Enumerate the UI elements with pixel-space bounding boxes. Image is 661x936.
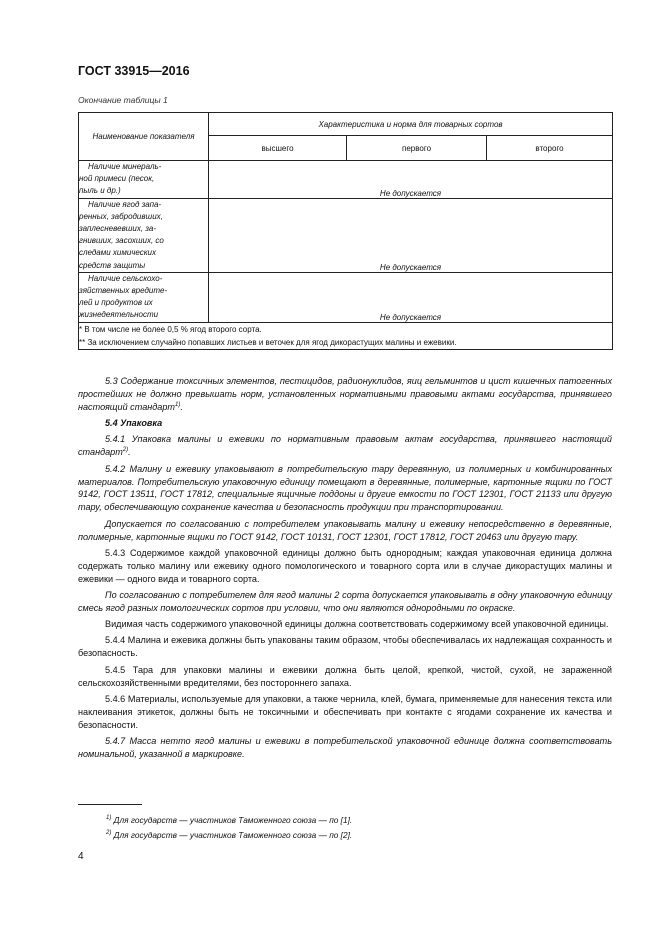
- footnote: [78, 828, 612, 843]
- paragraph-5-4-5: 5.4.5 Тара для упаковки малины и ежевики должна быть целой, крепкой, чистой, сухой, не зараженной сельскохозяйственными вредителями, без постороннего запаха.: [78, 664, 612, 688]
- footnote-mark: 1): [106, 815, 112, 822]
- paragraph-5-4-4: 5.4.4 Малина и ежевика должны быть упакованы таким образом, чтобы обеспечивалась их надлежащая сохранность и безопасность.: [78, 635, 612, 659]
- grades-column-header: Характеристика и норма для товарных сортов: [209, 113, 613, 136]
- footnote-text: Для государств — участников Таможенного союза — по [1].: [113, 815, 353, 825]
- grade-first-header: первого: [347, 136, 487, 161]
- indicator-cell: [79, 161, 209, 199]
- indicator-line: гнивших, засохших, со: [79, 236, 164, 246]
- paragraph-text: 5.3 Содержание токсичных элементов, пестицидов, радионуклидов, яиц гельминтов и цист кишечных патогенных простейших не должно превышать норм, установленных нормативными правовыми актами государства, принявшего настоящий стандарт: [78, 376, 612, 412]
- paragraph-5-4-7: 5.4.7 Масса нетто ягод малины и ежевики в потребительской упаковочной единице должна соответствовать номинальной, указанной в маркировке.: [78, 735, 612, 759]
- indicator-line: зяйственных вредите-: [79, 286, 168, 296]
- table-notes: [79, 322, 613, 349]
- grade-second-header: второго: [487, 136, 613, 161]
- indicator-line: Наличие ягод запа-: [88, 199, 162, 209]
- table-note: ** За исключением случайно попавших листьев и веточек для ягод дикорастущих малины и ежевики.: [79, 337, 457, 347]
- paragraph-end: .: [180, 401, 183, 412]
- indicator-column-header: Наименование показателя: [79, 113, 209, 161]
- paragraph-agreement: По согласованию с потребителем для ягод малины 2 сорта допускается упаковывать в одну упаковочную единицу смесь ягод разных помологических сортов при условии, что они являются однородными по окраске.: [78, 589, 612, 613]
- indicator-line: пыль и др.): [79, 186, 121, 196]
- indicator-line: ной примеси (песок,: [79, 174, 155, 184]
- table-row: [79, 272, 613, 322]
- indicator-line: средств защиты: [79, 260, 146, 270]
- body-text: [78, 375, 612, 764]
- paragraph-end: .: [128, 447, 131, 458]
- section-heading-5-4: 5.4 Упаковка: [105, 418, 163, 429]
- value-cell: Не допускается: [209, 161, 613, 199]
- indicator-cell: [79, 198, 209, 272]
- paragraph-text: 5.4.1 Упаковка малины и ежевики по нормативным правовым актам государства, принявшего настоящий стандарт: [78, 434, 612, 458]
- value-cell: Не допускается: [209, 272, 613, 322]
- grade-highest-header: высшего: [209, 136, 347, 161]
- indicator-line: Наличие минераль-: [88, 162, 162, 171]
- table-row: [79, 198, 613, 272]
- indicators-table: [78, 112, 613, 350]
- paragraph-5-3: [78, 375, 612, 414]
- paragraph-5-4-3: 5.4.3 Содержимое каждой упаковочной единицы должно быть однородным; каждая упаковочная единица должна содержать только малину или ежевику одного помологического и товарного сорта или в случае дикорастущих малины и ежевики — одного вида и товарного сорта.: [78, 547, 612, 584]
- table-note: * В том числе не более 0,5 % ягод второго сорта.: [79, 324, 262, 334]
- paragraph-5-4-1: [78, 433, 612, 459]
- paragraph-visible-part: Видимая часть содержимого упаковочной единицы должна соответствовать содержимому всей упаковочной единицы.: [105, 619, 609, 630]
- indicator-cell: [79, 272, 209, 322]
- footnote-ref: 1): [174, 401, 181, 408]
- footnotes: [78, 813, 612, 843]
- indicator-line: Наличие сельскохо-: [88, 273, 163, 283]
- page-header-standard-code: ГОСТ 33915—2016: [78, 64, 190, 78]
- page-number: 4: [78, 851, 84, 862]
- paragraph-5-4-2: 5.4.2 Малину и ежевику упаковывают в потребительскую тару деревянную, из полимерных и комбинированных материалов. Потребительскую упаковочную единицу помещают в деревянные, полимерные, картонные ящики по ГОСТ 9142, ГОСТ 13511, ГОСТ 17812, специальные ящичные поддоны и другие емкости по ГОСТ 12301, ГОСТ 21133 или другую тару, обеспечивающую сохранение качества и безопасность продукции при транспортировании.: [78, 463, 612, 513]
- indicator-line: заплесневевших, за-: [79, 224, 157, 234]
- footnote-mark: 2): [106, 830, 112, 837]
- footnote-text: Для государств — участников Таможенного союза — по [2].: [113, 830, 353, 840]
- indicator-line: ренных, забродивших,: [79, 211, 163, 221]
- indicator-line: жизнедеятельности: [79, 310, 159, 320]
- footnote: [78, 813, 612, 828]
- paragraph-5-4-6: 5.4.6 Материалы, используемые для упаковки, а также чернила, клей, бумага, применяемые для нанесения текста или наклеивания этикеток, должны быть не токсичными и обеспечивать при контакте с ягодами сохранение их качества и безопасности.: [78, 693, 612, 730]
- indicator-line: лей и продуктов их: [79, 298, 153, 308]
- footnote-ref: 2): [122, 447, 129, 454]
- table-notes-row: [79, 322, 613, 349]
- table-row: [79, 161, 613, 199]
- indicator-line: следами химических: [79, 248, 157, 258]
- footnote-separator: [78, 804, 142, 805]
- paragraph-allowance: Допускается по согласованию с потребителем упаковывать малину и ежевику непосредственно в деревянные, полимерные, картонные ящики по ГОСТ 9142, ГОСТ 10131, ГОСТ 12301, ГОСТ 17812, ГОСТ 20463 или другую тару.: [78, 518, 612, 542]
- table-caption: Окончание таблицы 1: [78, 95, 168, 105]
- value-cell: Не допускается: [209, 198, 613, 272]
